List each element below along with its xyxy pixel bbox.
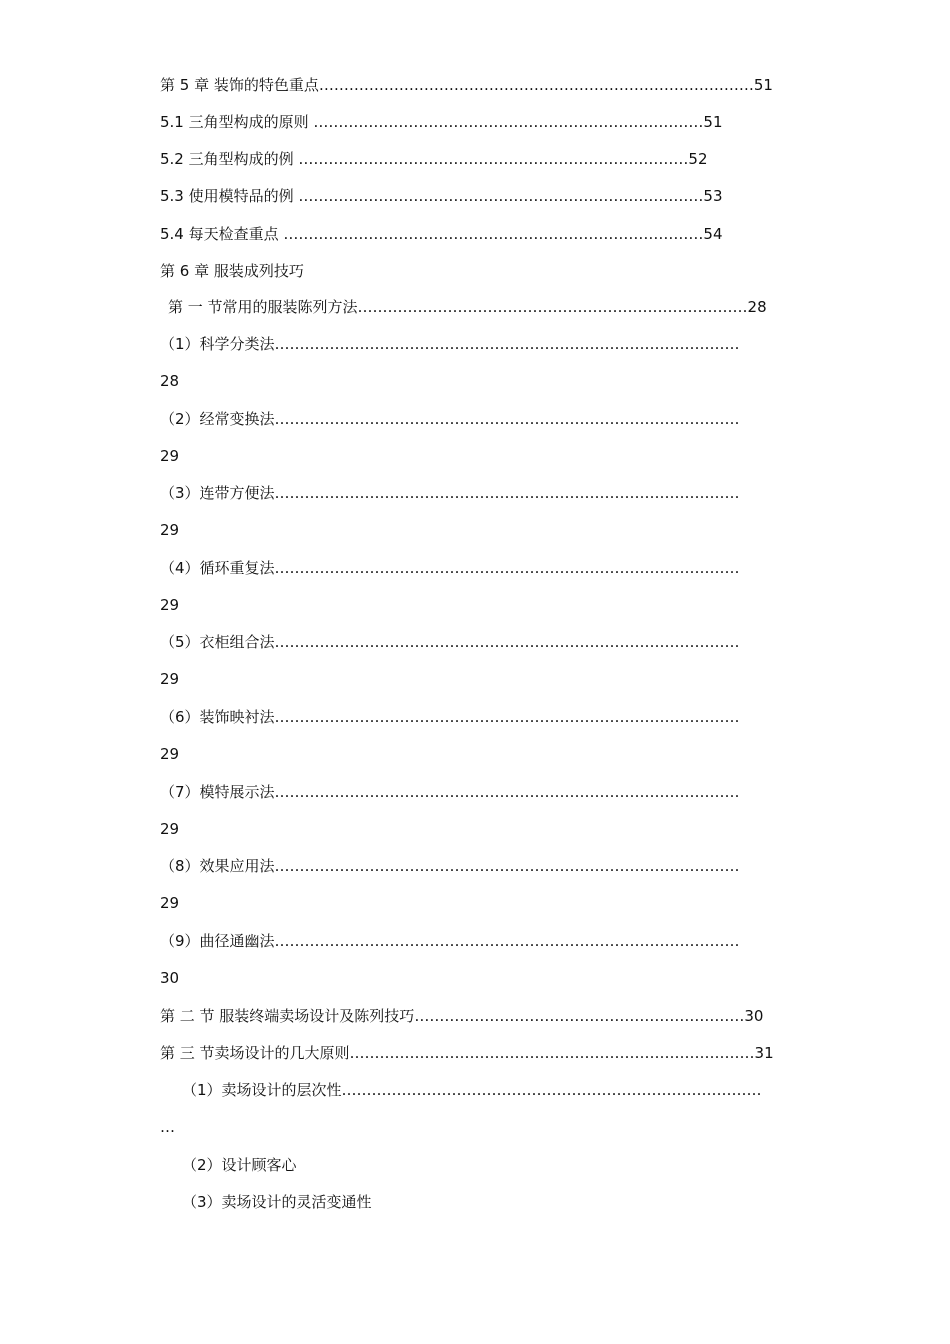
toc-leader-dots: ………………………………………………………………………………… (274, 335, 740, 353)
toc-entry-principle-3[interactable] (182, 1190, 372, 1214)
toc-title: （8）效果应用法 (160, 857, 275, 875)
toc-entry-5-3[interactable] (160, 184, 723, 208)
toc-leader-dots: …………………………………………………………………… (313, 113, 704, 131)
toc-entry-method-9[interactable] (160, 929, 740, 953)
toc-leader-dots: ………………………………………………………………………………… (274, 783, 740, 801)
toc-page-number-line (160, 742, 179, 766)
toc-leader-continuation (160, 1115, 175, 1139)
toc-page-number-line (160, 518, 179, 542)
toc-page-number: 30 (160, 969, 180, 987)
toc-page-number-line (160, 966, 179, 990)
toc-leader-dots: ……………………………………………………………………… (349, 1044, 755, 1062)
toc-page-number: 28 (747, 298, 767, 316)
toc-entry-method-8[interactable] (160, 854, 740, 878)
toc-title: （5）衣柜组合法 (160, 633, 275, 651)
toc-title: 第 6 章 服装成列技巧 (160, 262, 304, 280)
toc-title: （1）卖场设计的层次性 (182, 1081, 342, 1099)
toc-page-number: 28 (160, 372, 180, 390)
toc-title: （2）设计顾客心 (182, 1156, 297, 1174)
toc-title: （7）模特展示法 (160, 783, 275, 801)
toc-title: 第 一 节常用的服装陈列方法 (168, 298, 358, 316)
toc-leader-dots: ………………………………………………………………………………… (274, 932, 740, 950)
toc-title: （9）曲径通幽法 (160, 932, 275, 950)
toc-entry-principle-2[interactable] (182, 1153, 297, 1177)
toc-title: 5.4 每天检查重点 (160, 225, 284, 243)
toc-title: 第 5 章 装饰的特色重点 (160, 76, 319, 94)
toc-page-number: 51 (753, 76, 773, 94)
toc-entry-method-1[interactable] (160, 332, 740, 356)
toc-title: （4）循环重复法 (160, 559, 275, 577)
toc-entry-5-2[interactable] (160, 147, 708, 171)
toc-page-number: 29 (160, 447, 180, 465)
toc-title: （3）连带方便法 (160, 484, 275, 502)
toc-page-number-line (160, 444, 179, 468)
toc-leader-dots: ………………………………………………………………………………… (274, 708, 740, 726)
toc-entry-method-3[interactable] (160, 481, 740, 505)
toc-entry-method-7[interactable] (160, 780, 740, 804)
toc-entry-principle-1[interactable] (182, 1078, 762, 1102)
toc-leader-dots: ………………………………………………………………………………… (274, 410, 740, 428)
toc-leader-dots: …………………………………………………………………………… (318, 76, 754, 94)
toc-leader-dots: ………………………………………………………………………………… (274, 857, 740, 875)
toc-page-number: 29 (160, 521, 180, 539)
toc-leader-dots: ………………………………………………………………………………… (274, 559, 740, 577)
toc-leader-dots: …………………………………………………………………… (357, 298, 748, 316)
toc-entry-chapter-6[interactable] (160, 259, 304, 283)
toc-title: 第 三 节卖场设计的几大原则 (160, 1044, 350, 1062)
toc-title: 第 二 节 服装终端卖场设计及陈列技巧 (160, 1007, 415, 1025)
toc-title: 5.2 三角型构成的例 (160, 150, 299, 168)
toc-page-number-line (160, 817, 179, 841)
toc-page-number: 53 (703, 187, 723, 205)
toc-entry-section-3[interactable] (160, 1041, 774, 1065)
toc-page-number-line (160, 593, 179, 617)
toc-title: （3）卖场设计的灵活变通性 (182, 1193, 372, 1211)
toc-leader-dots: …………………………………………………………………… (298, 150, 689, 168)
toc-leader-dots: … (160, 1118, 175, 1136)
toc-title: 5.1 三角型构成的原则 (160, 113, 314, 131)
toc-entry-method-6[interactable] (160, 705, 740, 729)
toc-page-number: 31 (754, 1044, 774, 1062)
toc-page-number: 29 (160, 820, 180, 838)
toc-entry-method-4[interactable] (160, 556, 740, 580)
toc-entry-section-1[interactable] (168, 295, 767, 319)
toc-page-number: 29 (160, 596, 180, 614)
toc-leader-dots: ………………………………………………………… (414, 1007, 745, 1025)
toc-leader-dots: ………………………………………………………………………… (283, 225, 704, 243)
toc-entry-section-2[interactable] (160, 1004, 763, 1028)
toc-page-number: 29 (160, 670, 180, 688)
toc-leader-dots: ………………………………………………………………………………… (274, 633, 740, 651)
toc-page-number: 51 (703, 113, 723, 131)
toc-page-number: 54 (703, 225, 723, 243)
toc-page-number: 29 (160, 894, 180, 912)
toc-page-number-line (160, 891, 179, 915)
toc-leader-dots: ………………………………………………………………………… (341, 1081, 762, 1099)
toc-entry-5-1[interactable] (160, 110, 723, 134)
toc-title: （2）经常变换法 (160, 410, 275, 428)
toc-entry-5-4[interactable] (160, 222, 723, 246)
toc-page-number: 52 (688, 150, 708, 168)
toc-title: （6）装饰映衬法 (160, 708, 275, 726)
toc-page-number: 29 (160, 745, 180, 763)
toc-title: （1）科学分类法 (160, 335, 275, 353)
toc-entry-method-2[interactable] (160, 407, 740, 431)
toc-title: 5.3 使用模特品的例 (160, 187, 299, 205)
toc-leader-dots: ……………………………………………………………………… (298, 187, 704, 205)
toc-leader-dots: ………………………………………………………………………………… (274, 484, 740, 502)
toc-page-number-line (160, 667, 179, 691)
toc-page-number: 30 (744, 1007, 764, 1025)
toc-entry-method-5[interactable] (160, 630, 740, 654)
toc-page-number-line (160, 369, 179, 393)
toc-entry-chapter-5[interactable] (160, 73, 773, 97)
